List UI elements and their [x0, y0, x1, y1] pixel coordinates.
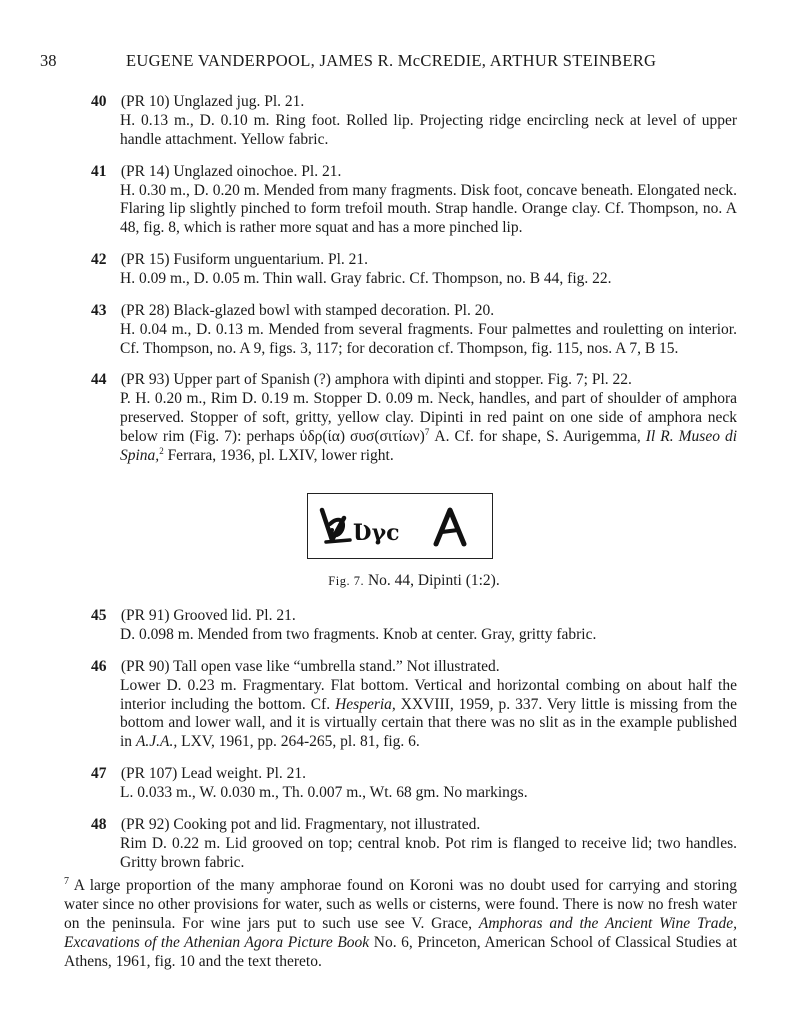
figure-dipinti — [307, 493, 493, 559]
entry-head — [91, 657, 737, 677]
footnote-7 — [64, 872, 737, 971]
entry-title: Unglazed jug. — [173, 93, 261, 110]
entry-number: 48 — [91, 815, 107, 833]
entry-ref: (PR 15) — [120, 250, 170, 268]
catalog-entry-45 — [91, 606, 737, 645]
entry-plate: Pl. 21. — [265, 764, 307, 782]
page-number: 38 — [40, 51, 57, 70]
entry-desc-part: P. H. 0.20 m., Rim D. 0.19 m. Stopper D. 0.09 m. Neck, handles, and part of shoulder of amphora preserved. Stopper of soft, gritty, yellow clay. Dipinti in red paint on one side of amphora neck below rim (Fig. 7): perhaps — [120, 390, 737, 445]
entry-head — [91, 606, 737, 626]
catalog-list — [91, 92, 737, 478]
book-title: Il R. Museo di Spina, — [120, 427, 738, 464]
entry-ref: (PR 14) — [120, 162, 170, 180]
running-head: EUGENE VANDERPOOL, JAMES R. McCREDIE, ARTHUR STEINBERG — [126, 51, 657, 70]
entry-title: Upper part of Spanish (?) amphora with dipinti and stopper. — [173, 371, 544, 389]
catalog-entry-44 — [91, 370, 737, 465]
journal-title: A.J.A., — [135, 733, 178, 751]
entry-number: 46 — [91, 657, 107, 675]
entry-title: Unglazed oinochoe. — [173, 162, 298, 180]
entry-description: H. 0.09 m., D. 0.05 m. Thin wall. Gray fabric. Cf. Thompson, no. B 44, fig. 22. — [120, 269, 612, 287]
dipinti-stroke — [436, 510, 464, 544]
entry-desc-part: LXV, 1961, pp. 264-265, pl. 81, fig. 6. — [181, 733, 420, 751]
dipinti-stroke — [442, 530, 458, 532]
entry-description: Rim D. 0.22 m. Lid grooved on top; central knob. Pot rim is flanged to receive lid; two handles. Gritty brown fabric. — [120, 834, 737, 871]
entry-plate: Pl. 21. — [255, 607, 296, 624]
entry-plate: Pl. 20. — [454, 301, 495, 319]
entry-ref: (PR 28) — [120, 301, 170, 319]
dipinti-letters-left: Ʋγc — [352, 520, 400, 546]
entry-number: 43 — [91, 301, 107, 319]
catalog-entry-47 — [91, 764, 737, 803]
entry-description — [91, 677, 737, 752]
figure-caption-text: No. 44, Dipinti (1:2). — [367, 572, 500, 589]
figure-caption — [91, 572, 737, 590]
catalog-list-continued — [91, 606, 737, 884]
entry-head — [91, 92, 737, 112]
dipinti-letters-right: A — [478, 554, 479, 555]
entry-description — [91, 390, 737, 465]
entry-number: 41 — [91, 162, 107, 180]
entry-head — [91, 815, 737, 835]
catalog-entry-40 — [91, 92, 737, 150]
entry-title: Lead weight. — [181, 764, 263, 782]
entry-plate: Not illustrated. — [406, 657, 500, 675]
entry-desc-part: XXVIII, 1959, p. 337. Very little is missing from the bottom and lower wall, and it is virtually certain that there was no slit as in the example published in — [120, 695, 738, 751]
entry-ref: (PR 93) — [120, 371, 170, 389]
entry-head — [91, 250, 737, 270]
entry-number: 40 — [91, 93, 107, 110]
entry-head — [91, 370, 737, 390]
dipinti-stroke — [326, 540, 350, 542]
entry-title: Tall open vase like “umbrella stand.” — [173, 657, 403, 675]
catalog-entry-43 — [91, 301, 737, 359]
entry-description: D. 0.098 m. Mended from two fragments. Knob at center. Gray, gritty fabric. — [120, 626, 597, 643]
entry-plate: Fragmentary, not illustrated. — [304, 815, 481, 833]
entry-head — [91, 301, 737, 321]
entry-ref: (PR 90) — [120, 657, 170, 675]
catalog-entry-46 — [91, 657, 737, 752]
entry-ref: (PR 92) — [120, 815, 170, 833]
entry-plate: Pl. 21. — [264, 93, 305, 110]
entry-plate: Fig. 7; Pl. 22. — [547, 371, 632, 389]
entry-plate: Pl. 21. — [301, 162, 342, 180]
entry-plate: Pl. 21. — [327, 250, 369, 268]
greek-inscription: ὑδρ(ία) συσ(σιτίων) — [299, 427, 425, 445]
entry-title: Cooking pot and lid. — [173, 815, 301, 833]
footnote-text: No. 6, Princeton, American School of Classical Studies at Athens, 1961, fig. 10 and the text thereto. — [64, 934, 738, 971]
entry-description: L. 0.033 m., W. 0.030 m., Th. 0.007 m., Wt. 68 gm. No markings. — [120, 783, 528, 801]
footnote-ref: 2 — [159, 445, 164, 456]
entry-desc-part: A. Cf. for shape, S. Aurigemma, — [434, 427, 641, 445]
entry-number: 45 — [91, 607, 107, 624]
catalog-entry-42 — [91, 250, 737, 289]
entry-desc-part: Ferrara, 1936, pl. LXIV, lower right. — [167, 446, 394, 464]
footnote-mark: 7 — [64, 876, 69, 887]
entry-ref: (PR 10) — [120, 93, 170, 110]
dipinti-drawing — [308, 494, 492, 558]
entry-title: Fusiform unguentarium. — [173, 250, 325, 268]
catalog-entry-48 — [91, 815, 737, 873]
entry-number: 47 — [91, 764, 107, 782]
entry-title: Black-glazed bowl with stamped decoration. — [173, 301, 451, 319]
entry-number: 42 — [91, 250, 107, 268]
entry-head — [91, 764, 737, 784]
entry-ref: (PR 107) — [120, 764, 178, 782]
entry-description: H. 0.13 m., D. 0.10 m. Ring foot. Rolled lip. Projecting ridge encircling neck at level of upper handle attachment. Yellow fabric. — [120, 112, 737, 148]
footnote-text: A large proportion of the many amphorae found on Koroni was no doubt used for carrying and storing water since no other provisions for water, such as wells or cisterns, were found. There is now no fresh water on the peninsula. For wine jars put to such use see V. Grace, — [64, 877, 737, 933]
footnote-ref: 7 — [424, 426, 430, 437]
entry-number: 44 — [91, 371, 107, 389]
entry-desc-part: Lower D. 0.23 m. Fragmentary. Flat bottom. Vertical and horizontal combing on about half the interior including the bottom. Cf. — [120, 676, 737, 713]
entry-head — [91, 162, 737, 182]
figure-label: Fig. 7. — [328, 574, 365, 588]
page-header — [40, 51, 760, 75]
entry-ref: (PR 91) — [120, 607, 170, 624]
entry-description: H. 0.04 m., D. 0.13 m. Mended from several fragments. Four palmettes and rouletting on interior. Cf. Thompson, no. A 9, figs. 3, 117; for decoration cf. Thompson, fig. 115, nos. A 7, B 15. — [120, 320, 737, 357]
entry-title: Grooved lid. — [173, 607, 252, 624]
footnote-book-title: Amphoras and the Ancient Wine Trade, Excavations of the Athenian Agora Picture Book — [64, 915, 737, 952]
journal-title: Hesperia, — [335, 695, 396, 713]
catalog-entry-41 — [91, 162, 737, 238]
entry-description: H. 0.30 m., D. 0.20 m. Mended from many fragments. Disk foot, concave beneath. Elongated neck. Flaring lip slightly pinched to form trefoil mouth. Strap handle. Orange clay. Cf. Thompson, no. A 48, fig. 8, which is rather more squat and has a more pinched lip. — [120, 181, 737, 237]
